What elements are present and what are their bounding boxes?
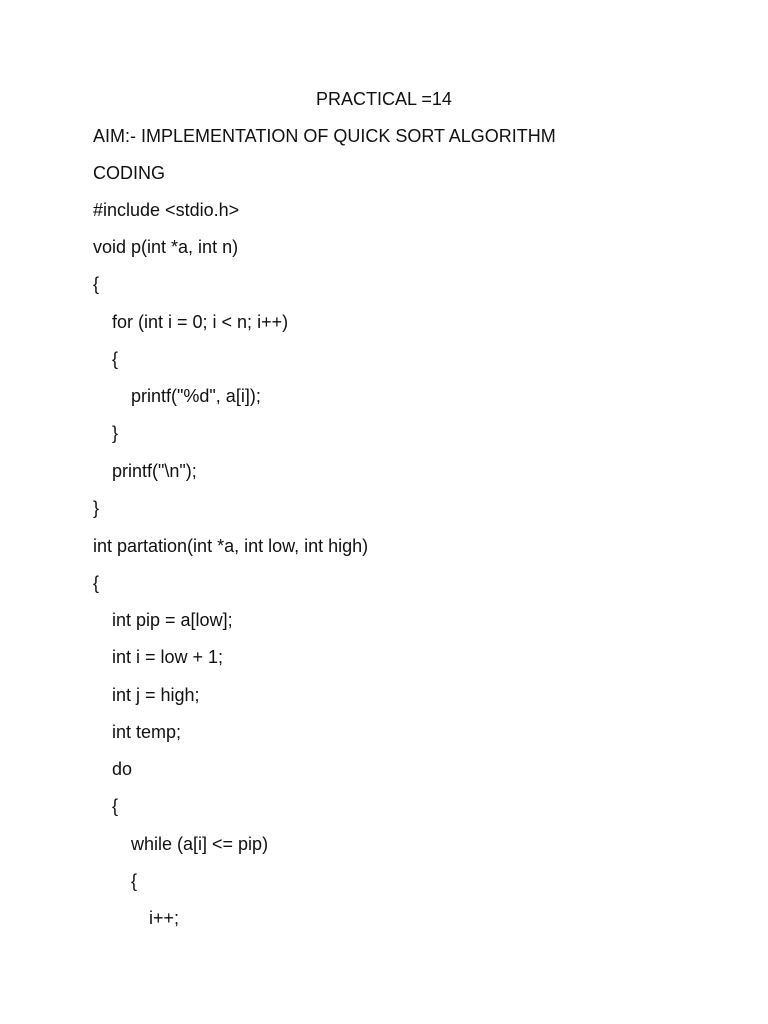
code-line: for (int i = 0; i < n; i++) [112, 312, 289, 332]
code-line: do [112, 759, 133, 779]
section-heading: CODING [93, 163, 165, 183]
code-line: void p(int *a, int n) [93, 237, 239, 257]
code-line: #include <stdio.h> [93, 200, 240, 220]
code-line: int j = high; [112, 685, 200, 705]
code-line: int partation(int *a, int low, int high) [93, 536, 369, 556]
code-line: while (a[i] <= pip) [131, 834, 269, 854]
code-line: { [93, 274, 100, 294]
code-line: { [93, 573, 100, 593]
aim-text: AIM:- IMPLEMENTATION OF QUICK SORT ALGORITHM [93, 126, 556, 146]
code-line: { [112, 796, 119, 816]
code-line: { [131, 871, 138, 891]
code-line: } [93, 498, 100, 518]
code-line: { [112, 349, 119, 369]
code-line: int pip = a[low]; [112, 610, 233, 630]
code-line: i++; [149, 908, 180, 928]
code-line: printf("\n"); [112, 461, 197, 481]
page-title: PRACTICAL =14 [316, 89, 452, 109]
code-line: int i = low + 1; [112, 647, 224, 667]
code-line: printf("%d", a[i]); [131, 386, 261, 406]
code-line: int temp; [112, 722, 182, 742]
code-line: } [112, 423, 119, 443]
